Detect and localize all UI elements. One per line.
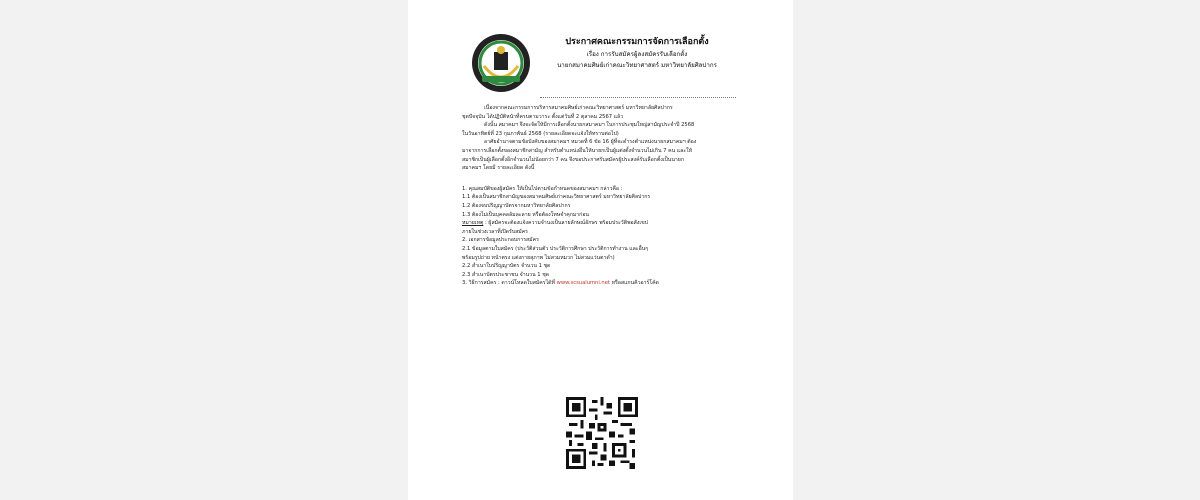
announcement-subject: เรื่อง การรับสมัครผู้ลงสมัครรับเลือกตั้ง <box>586 51 688 58</box>
list-item: 1.3 ต้องไม่เป็นบุคคลล้มละลาย หรือต้องโทษจำคุกมาก่อน <box>462 211 589 218</box>
qr-code[interactable] <box>566 397 638 469</box>
paragraph-line: ดังนั้น สมาคมฯ จึงจะจัดให้มีการเลือกตั้งนายกสมาคมฯ ในการประชุมใหญ่สามัญประจำปี 2568 <box>484 122 695 129</box>
list-item: 1.2 ต้องจบปริญญาบัตรจากมหาวิทยาลัยศิลปากร <box>462 202 571 209</box>
list-item: 2.3 สำเนาบัตรประชาชน จำนวน 1 ชุด <box>462 271 550 278</box>
website-link[interactable]: www.scsualumni.net <box>556 280 610 287</box>
list-item: 1.1 ต้องเป็นสมาชิกสามัญของสมาคมศิษย์เก่าคณะวิทยาศาสตร์ มหาวิทยาลัยศิลปากร <box>462 194 651 201</box>
paragraph-line: ในวันอาทิตย์ที่ 23 กุมภาพันธ์ 2568 (รายละเอียดจะแจ้งให้ทราบต่อไป) <box>462 130 619 137</box>
note <box>462 219 738 228</box>
list-item: 2.2 สำเนาใบปริญญาบัตร จำนวน 1 ชุด <box>462 263 551 270</box>
list-item: 1. คุณสมบัติของผู้สมัคร ให้เป็นไปตามข้อกำหนดของสมาคมฯ กล่าวคือ : <box>462 185 623 192</box>
header-divider <box>540 97 736 98</box>
paragraph-line: อาศัยอำนาจตามข้อบังคับของสมาคมฯ หมวดที่ 6 ข้อ 16 ผู้ที่จะดำรงตำแหน่งนายกสมาคมฯ ต้อง <box>484 139 697 146</box>
paragraph-line: ชุดปัจจุบัน ได้ปฏิบัติหน้าที่ครบตามวาระ ตั้งแต่วันที่ 2 ตุลาคม 2567 แล้ว <box>462 113 624 120</box>
announcement-body <box>462 104 738 288</box>
note-continued: ภายในช่วงเวลาที่เปิดรับสมัคร <box>462 228 528 235</box>
paragraph-line: มาจากการเลือกตั้งของสมาชิกสามัญ สำหรับตำแหน่งอื่นให้นายกเป็นผู้แต่งตั้งจำนวนไม่เกิน 7 คน และให้ <box>462 147 693 154</box>
list-item: 2. เอกสารข้อมูลประกอบการสมัคร <box>462 237 539 244</box>
association-logo <box>470 32 532 94</box>
list-item-continued: พร้อมรูปถ่าย หน้าตรง แต่งกายสุภาพ ไม่สวมหมวก ไม่สวมแว่นตาดำ) <box>462 254 615 261</box>
list-item: 2.1 ข้อมูลตามใบสมัคร (ประวัติส่วนตัว ประวัติการศึกษา ประวัติการทำงาน และอื่นๆ <box>462 245 649 252</box>
note-label: หมายเหตุ <box>462 220 484 227</box>
apply-method-suffix: หรือสแกนคิวอาร์โค้ด <box>609 280 659 287</box>
paragraph-line: เนื่องจากคณะกรรมการบริหารสมาคมศิษย์เก่าคณะวิทยาศาสตร์ มหาวิทยาลัยศิลปากร <box>484 105 673 111</box>
apply-method-text: 3. วิธีการสมัคร : ดาวน์โหลดใบสมัครได้ที่ <box>462 280 557 287</box>
announcement-title: ประกาศคณะกรรมการจัดการเลือกตั้ง <box>565 37 709 47</box>
announcement-subtitle: นายกสมาคมศิษย์เก่าคณะวิทยาศาสตร์ มหาวิทยาลัยศิลปากร <box>557 62 717 69</box>
paragraph-line: สมาชิกเป็นผู้เลือกตั้งอีกจำนวนไม่น้อยกว่า 7 คน จึงขอประกาศรับสมัครผู้ประสงค์รับเลือกตั้งเป็นนายก <box>462 156 684 163</box>
paragraph-line: สมาคมฯ โดยมี รายละเอียด ดังนี้ <box>462 165 535 172</box>
announcement-header <box>532 36 742 71</box>
list-item <box>462 279 738 288</box>
note-text: : ผู้สมัครจะต้องแจ้งความจำนงเป็นลายลักษณ์อักษร พร้อมประวัติพอสังเขป <box>483 220 648 227</box>
